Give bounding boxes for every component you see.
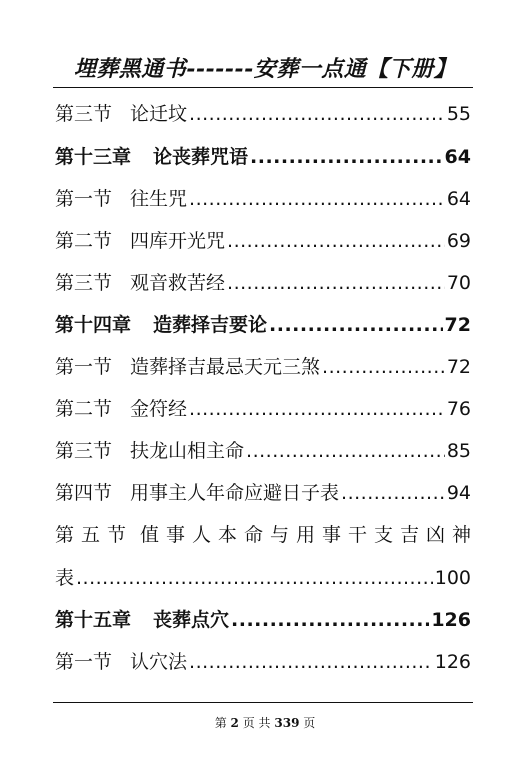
toc-leader-dots — [269, 311, 443, 339]
char: 人 — [191, 524, 211, 546]
toc-entry[interactable] — [55, 100, 471, 128]
toc-leader-dots — [227, 227, 445, 255]
toc-entry-label: 第一节 — [55, 356, 113, 378]
footer-current-page: 2 — [230, 716, 239, 730]
toc-entry-page: 100 — [434, 567, 471, 589]
char: 事 — [321, 524, 341, 546]
toc-chapter-entry[interactable] — [55, 143, 471, 171]
toc-entry-title: 四库开光咒 — [130, 230, 226, 252]
toc-entry[interactable] — [55, 648, 471, 676]
toc-entry-page: 64 — [444, 146, 471, 168]
footer-prefix: 第 — [214, 716, 227, 730]
toc-entry[interactable] — [55, 395, 471, 423]
char: 第 — [55, 524, 75, 546]
toc-entry-label: 第三节 — [55, 103, 113, 125]
header-rule — [53, 87, 473, 88]
toc-leader-dots — [189, 100, 445, 128]
toc-leader-dots — [250, 143, 443, 171]
toc-wrapped-entry-line1[interactable] — [55, 521, 471, 549]
toc-entry-page: 94 — [446, 482, 471, 504]
toc-chapter-entry[interactable] — [55, 606, 471, 634]
toc-leader-dots — [189, 395, 445, 423]
toc-entry[interactable] — [55, 227, 471, 255]
char: 凶 — [425, 524, 445, 546]
page-header-title: 埋葬黑通书-------安葬一点通【下册】 — [73, 56, 457, 82]
char: 神 — [451, 524, 471, 546]
toc-entry-title: 丧葬点穴 — [153, 609, 230, 631]
toc-entry-title: 往生咒 — [130, 188, 188, 210]
toc-entry[interactable] — [55, 479, 471, 507]
toc-entry[interactable] — [55, 437, 471, 465]
toc-entry-label: 第三节 — [55, 440, 113, 462]
toc-leader-dots — [231, 606, 429, 634]
toc-entry-label: 第十五章 — [55, 609, 132, 631]
toc-entry-title: 用事主人年命应避日子表 — [130, 482, 340, 504]
toc-leader-dots — [189, 648, 433, 676]
toc-entry[interactable] — [55, 269, 471, 297]
char: 用 — [295, 524, 315, 546]
char: 支 — [373, 524, 393, 546]
char: 节 — [107, 524, 127, 546]
toc-entry[interactable] — [55, 185, 471, 213]
toc-entry-page: 70 — [446, 272, 471, 294]
toc-leader-dots — [322, 353, 445, 381]
toc-entry[interactable] — [55, 353, 471, 381]
footer-suffix: 页 — [303, 716, 316, 730]
toc-entry-label: 第三节 — [55, 272, 113, 294]
toc-entry-label: 第十三章 — [55, 146, 132, 168]
toc-entry-label: 第四节 — [55, 482, 113, 504]
toc-entry-label: 第十四章 — [55, 314, 132, 336]
toc-entry-label: 第二节 — [55, 230, 113, 252]
toc-entry-label: 第二节 — [55, 398, 113, 420]
toc-entry-title: 扶龙山相主命 — [130, 440, 245, 462]
toc-entry-page: 69 — [446, 230, 471, 252]
toc-entry-page: 72 — [446, 356, 471, 378]
toc-leader-dots — [246, 437, 445, 465]
char: 吉 — [399, 524, 419, 546]
toc-entry-title: 造葬择吉要论 — [153, 314, 268, 336]
toc-wrapped-entry-line2[interactable] — [55, 564, 471, 592]
toc-entry-title: 观音救苦经 — [130, 272, 226, 294]
toc-leader-dots — [341, 479, 445, 507]
char: 命 — [243, 524, 263, 546]
footer-middle: 页 共 — [242, 716, 271, 730]
toc-entry-title: 金符经 — [130, 398, 188, 420]
char: 本 — [217, 524, 237, 546]
toc-entry-page: 85 — [446, 440, 471, 462]
char: 五 — [81, 524, 101, 546]
toc-leader-dots — [227, 269, 445, 297]
footer-rule — [53, 702, 473, 703]
char: 值 — [139, 524, 159, 546]
toc-entry-title: 表 — [55, 567, 75, 589]
toc-entry-page: 126 — [431, 609, 471, 631]
char: 干 — [347, 524, 367, 546]
toc-entry-page: 76 — [446, 398, 471, 420]
footer-total-pages: 339 — [274, 716, 300, 730]
page-footer — [0, 714, 530, 731]
toc-entry-page: 72 — [444, 314, 471, 336]
toc-leader-dots — [189, 185, 445, 213]
char: 事 — [165, 524, 185, 546]
toc-entry-title: 造葬择吉最忌天元三煞 — [130, 356, 321, 378]
toc-chapter-entry[interactable] — [55, 311, 471, 339]
toc-entry-title: 认穴法 — [130, 651, 188, 673]
toc-entry-label: 第一节 — [55, 188, 113, 210]
toc-leader-dots — [76, 564, 433, 592]
toc-entry-page: 55 — [446, 103, 471, 125]
toc-entry-title: 论丧葬咒语 — [153, 146, 249, 168]
char: 与 — [269, 524, 289, 546]
toc-entry-page: 126 — [434, 651, 471, 673]
toc-entry-title: 论迁坟 — [130, 103, 188, 125]
toc-entry-label: 第一节 — [55, 651, 113, 673]
toc-entry-page: 64 — [446, 188, 471, 210]
